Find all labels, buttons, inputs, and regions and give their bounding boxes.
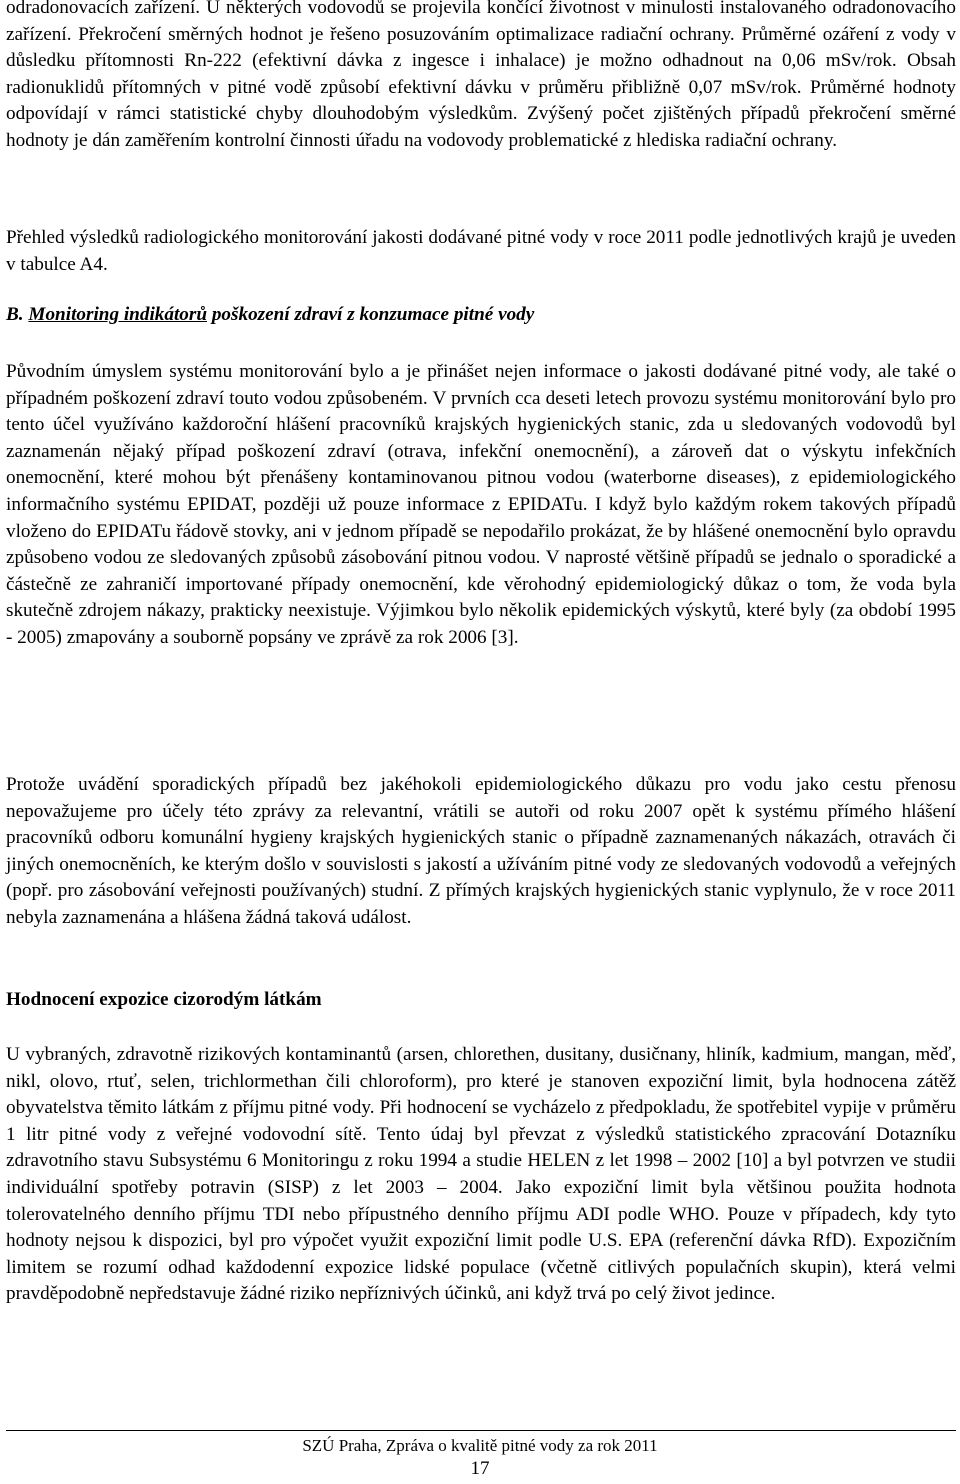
section-heading-b-underlined: Monitoring indikátorů [28, 304, 208, 325]
section-heading-b-prefix: B. [6, 304, 29, 325]
section-heading-b-suffix: poškození zdraví z konzumace pitné vody [207, 304, 535, 325]
page-number: 17 [470, 1458, 490, 1479]
section-heading-b [6, 304, 534, 326]
paragraph-sporadic-cases: Protože uvádění sporadických případů bez jakéhokoli epidemiologického důkazu pro vodu jako cestu přenosu nepovažujeme pro účely této zprávy za relevantní, vrátili se autoři od roku 2007 opět k systému přímého hlášení pracovníků odboru komunální hygieny krajských hygienických stanic o případně zaznamenaných nákazách, otravách či jiných onemocněních, ke kterým došlo v souvislosti s jakostí a užíváním pitné vody ze sledovaných vodovodů a veřejných (popř. pro zásobování veřejnosti používaných) studní. Z přímých krajských hygienických stanic vyplynulo, že v roce 2011 nebyla zaznamenána a hlášena žádná taková událost. [6, 774, 956, 928]
paragraph-overview-table-a4: Přehled výsledků radiologického monitorování jakosti dodávané pitné vody v roce 2011 podle jednotlivých krajů je uveden v tabulce A4. [6, 227, 956, 275]
section-heading-exposure: Hodnocení expozice cizorodým látkám [6, 989, 322, 1010]
paragraph-selected-contaminants: U vybraných, zdravotně rizikových kontaminantů (arsen, chlorethen, dusitany, dusičnany, hliník, kadmium, mangan, měď, nikl, olovo, rtuť, selen, trichlormethan čili chloroform), pro které je stanoven expoziční limit, byla hodnocena zátěž obyvatelstva těmito látkám z příjmu pitné vody. Při hodnocení se vycházelo z předpokladu, že spotřebitel vypije v průměru 1 litr pitné vody z veřejné vodovodní sítě. Tento údaj byl převzat z výsledků statistického zpracování Dotazníku zdravotního stavu Subsystému 6 Monitoringu z roku 1994 a studie HELEN z let 1998 – 2002 [10] a byl potvrzen ve studii individuální spotřeby potravin (SISP) z let 2003 – 2004. Jako expoziční limit byla většinou použita hodnota tolerovatelného denního příjmu TDI nebo přípustného denního příjmu ADI podle WHO. Pouze v případech, kdy tyto hodnoty nejsou k dispozici, byl pro výpočet využit expoziční limit podle U.S. EPA (referenční dávka RfD). Expozičním limitem se rozumí odhad každodenní expozice lidské populace (včetně citlivých populačních skupin), která velmi pravděpodobně nepředstavuje žádné riziko nepříznivých účinků, ani když trvá po celý život jedince. [6, 1044, 956, 1305]
footer-divider [6, 1430, 956, 1431]
footer-report-title: SZÚ Praha, Zpráva o kvalitě pitné vody za rok 2011 [302, 1436, 658, 1455]
paragraph-radon-continuation: odradonovacích zařízení. U některých vodovodů se projevila končící životnost v minulosti instalovaného odradonovacího zařízení. Překročení směrných hodnot je řešeno posuzováním optimalizace radiační ochrany. Průměrné ozáření z vody v důsledku přítomnosti Rn-222 (efektivní dávka z ingesce i inhalace) je možno odhadnout na 0,06 mSv/rok. Obsah radionuklidů přítomných v pitné vodě způsobí efektivní dávku v průměru přibližně 0,07 mSv/rok. Průměrné hodnoty odpovídají v rámci statistické chyby dlouhodobým výsledkům. Zvýšený počet zjištěných případů překročení směrné hodnoty je dán zaměřením kontrolní činnosti úřadu na vodovody problematické z hlediska radiační ochrany. [6, 0, 956, 151]
paragraph-original-intent: Původním úmyslem systému monitorování bylo a je přinášet nejen informace o jakosti dodávané pitné vody, ale také o případném poškození zdraví touto vodou způsobeném. V prvních cca deseti letech provozu systému monitorování bylo pro tento účel využíváno každoroční hlášení pracovníků krajských hygienických stanic, zda u sledovaných vodovodů byl zaznamenán nějaký případ poškození zdraví (otrava, infekční onemocnění), a zároveň dat o výskytu infekčních onemocnění, které mohou být přenášeny kontaminovanou pitnou vodou (waterborne diseases), z epidemiologického informačního systému EPIDAT, později už pouze informace z EPIDATu. I když bylo každým rokem takových případů vloženo do EPIDATu řádově stovky, ani v jednom případě se nepodařilo prokázat, že by hlášené onemocnění bylo opravdu způsobeno vodou ze sledovaných způsobů zásobování pitnou vodou. V naprosté většině případů se jednalo o sporadické a částečně ze zahraničí importované případy onemocnění, kde věrohodný epidemiologický důkaz o tom, že voda byla skutečně zdrojem nákazy, prakticky neexistuje. Výjimkou bylo několik epidemických výskytů, které byly (za období 1995 - 2005) zmapovány a souborně popsány ve zprávě za rok 2006 [3]. [6, 361, 956, 648]
